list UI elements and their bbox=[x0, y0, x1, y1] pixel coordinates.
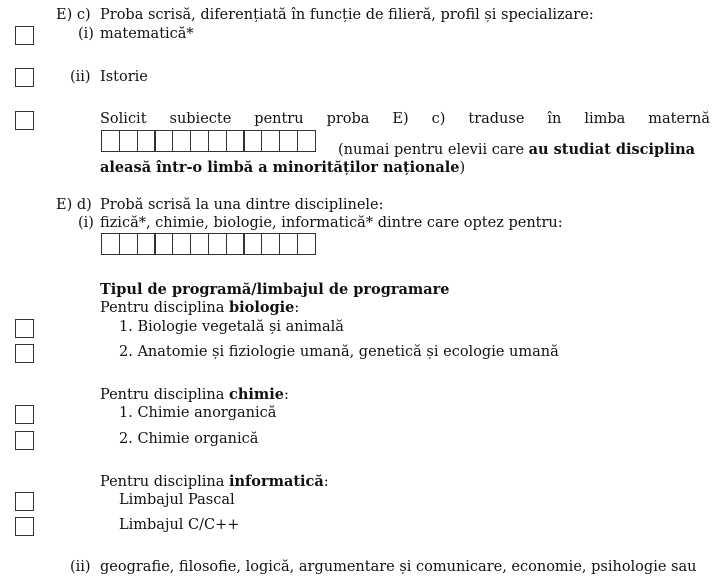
minority-note-line2: aleasă într-o limbă a minorităților naționale) bbox=[100, 159, 466, 176]
chemistry-item-2: 2. Chimie organică bbox=[119, 431, 259, 447]
checkbox-chemistry-1[interactable] bbox=[15, 405, 34, 424]
checkbox-istorie[interactable] bbox=[15, 68, 34, 87]
checkbox-chemistry-2[interactable] bbox=[15, 431, 34, 450]
word: limba bbox=[584, 111, 626, 127]
word: traduse bbox=[468, 111, 525, 127]
checkbox-pascal[interactable] bbox=[15, 492, 34, 511]
section-ed-label: E) d) bbox=[56, 197, 92, 213]
minority-note-line1: (numai pentru elevii care au studiat disciplina bbox=[338, 141, 696, 158]
informatics-item-cpp: Limbajul C/C++ bbox=[119, 517, 240, 533]
translation-request-text bbox=[100, 110, 710, 128]
maternal-language-input-grid[interactable] bbox=[101, 130, 315, 152]
checkbox-cpp[interactable] bbox=[15, 517, 34, 536]
option-istorie-label: Istorie bbox=[100, 69, 148, 85]
chemistry-heading: Pentru disciplina chimie: bbox=[100, 386, 289, 403]
word: pentru bbox=[254, 111, 304, 127]
option-ii-marker-ed: (ii) bbox=[70, 559, 91, 575]
biology-heading: Pentru disciplina biologie: bbox=[100, 299, 300, 316]
word: maternă bbox=[648, 111, 710, 127]
checkbox-matematica[interactable] bbox=[15, 26, 34, 45]
biology-item-2: 2. Anatomie și fiziologie umană, genetică și ecologie umană bbox=[119, 344, 559, 360]
option-matematica-label: matematică* bbox=[100, 26, 194, 42]
word: E) bbox=[392, 111, 409, 127]
word: c) bbox=[431, 111, 446, 127]
checkbox-translated-subjects[interactable] bbox=[15, 111, 34, 130]
option-i-marker-ed: (i) bbox=[78, 215, 94, 231]
section-ec-title: Proba scrisă, diferențiată în funcție de filieră, profil și specializare: bbox=[100, 7, 594, 23]
section-ec-label: E) c) bbox=[56, 7, 91, 23]
option-humanities-label: geografie, filosofie, logică, argumentare și comunicare, economie, psihologie sau bbox=[100, 559, 697, 575]
word: proba bbox=[326, 111, 370, 127]
informatics-heading: Pentru disciplina informatică: bbox=[100, 473, 329, 490]
chemistry-item-1: 1. Chimie anorganică bbox=[119, 405, 277, 421]
option-ii-marker: (ii) bbox=[70, 69, 91, 85]
option-sciences-label: fizică*, chimie, biologie, informatică* dintre care optez pentru: bbox=[100, 215, 563, 231]
word: în bbox=[547, 111, 562, 127]
checkbox-biology-2[interactable] bbox=[15, 344, 34, 363]
word: subiecte bbox=[169, 111, 232, 127]
word: Solicit bbox=[100, 111, 147, 127]
biology-item-1: 1. Biologie vegetală și animală bbox=[119, 319, 344, 335]
section-ed-title: Probă scrisă la una dintre disciplinele: bbox=[100, 197, 384, 213]
program-type-heading: Tipul de programă/limbajul de programare bbox=[100, 281, 450, 298]
option-i-marker: (i) bbox=[78, 26, 94, 42]
checkbox-biology-1[interactable] bbox=[15, 319, 34, 338]
informatics-item-pascal: Limbajul Pascal bbox=[119, 492, 235, 508]
discipline-input-grid[interactable] bbox=[101, 233, 315, 255]
